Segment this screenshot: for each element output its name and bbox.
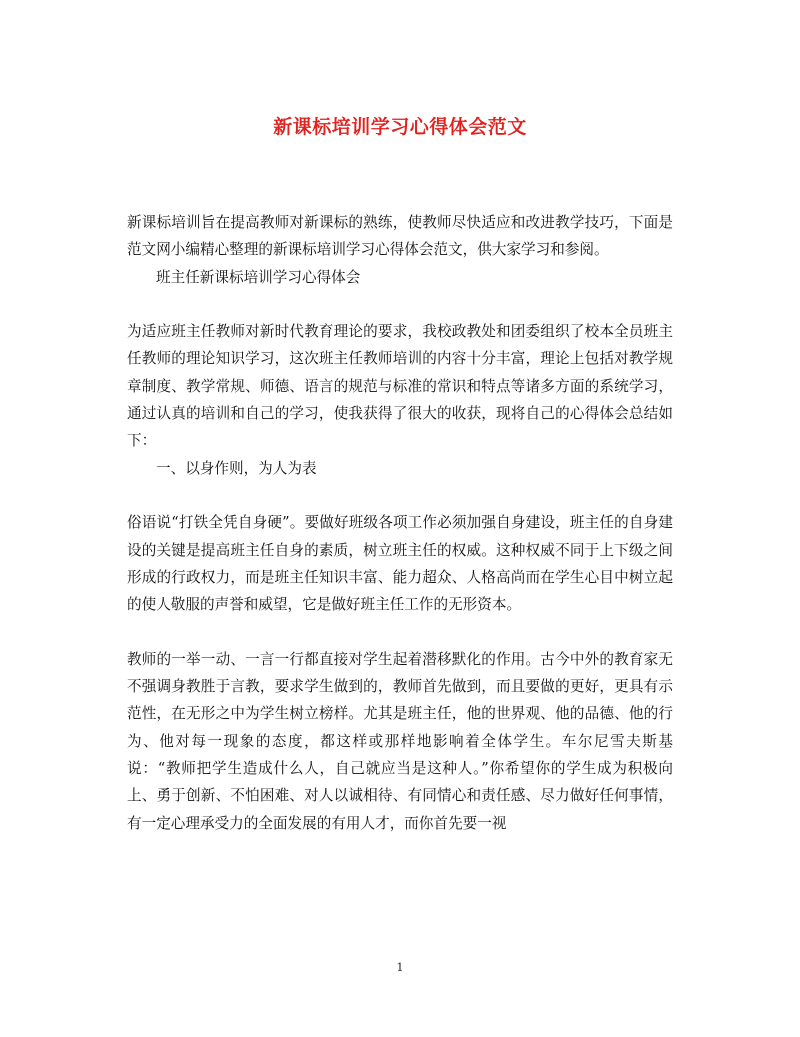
body-paragraph: 俗语说“打铁全凭自身硬”。要做好班级各项工作必须加强自身建设，班主任的自身建设的关键是提高班主任自身的素质，树立班主任的权威。这种权威不同于上下级之间形成的行政权力，而是班主任知识丰富、能力超众、人格高尚而在学生心目中树立起的使人敬服的声誉和威望，它是做好班主任工作的无形资本。 [127, 514, 673, 614]
body-paragraph: 为适应班主任教师对新时代教育理论的要求，我校政教处和团委组织了校本全员班主任教师的理论知识学习，这次班主任教师培训的内容十分丰富，理论上包括对教学规章制度、教学常规、师德、语言的规范与标准的常识和特点等诸多方面的系统学习，通过认真的培训和自己的学习，使我获得了很大的收获，现将自己的心得体会总结如下： [127, 323, 673, 450]
page-number: 1 [396, 961, 404, 974]
document-title: 新课标培训学习心得体会范文 [273, 116, 527, 138]
intro-paragraph: 新课标培训旨在提高教师对新课标的熟练，使教师尽快适应和改进教学技巧，下面是范文网小编精心整理的新课标培训学习心得体会范文，供大家学习和参阅。 [127, 214, 673, 259]
paragraph-gap [127, 618, 673, 645]
section-heading: 班主任新课标培训学习心得体会 [156, 268, 361, 286]
subsection-heading: 一、以身作则，为人为表 [156, 459, 317, 477]
document-body [127, 209, 673, 837]
paragraph-gap [127, 291, 673, 318]
paragraph-gap [127, 482, 673, 509]
body-paragraph: 教师的一举一动、一言一行都直接对学生起着潜移默化的作用。古今中外的教育家无不强调身教胜于言教，要求学生做到的，教师首先做到，而且要做的更好，更具有示范性，在无形之中为学生树立榜样。尤其是班主任，他的世界观、他的品德、他的行为、他对每一现象的态度，都这样或那样地影响着全体学生。车尔尼雪夫斯基说：“教师把学生造成什么人，自己就应当是这种人。”你希望你的学生成为积极向上、勇于创新、不怕困难、对人以诚相待、有同情心和责任感、尽力做好任何事情，有一定心理承受力的全面发展的有用人才，而你首先要一视 [127, 650, 673, 832]
